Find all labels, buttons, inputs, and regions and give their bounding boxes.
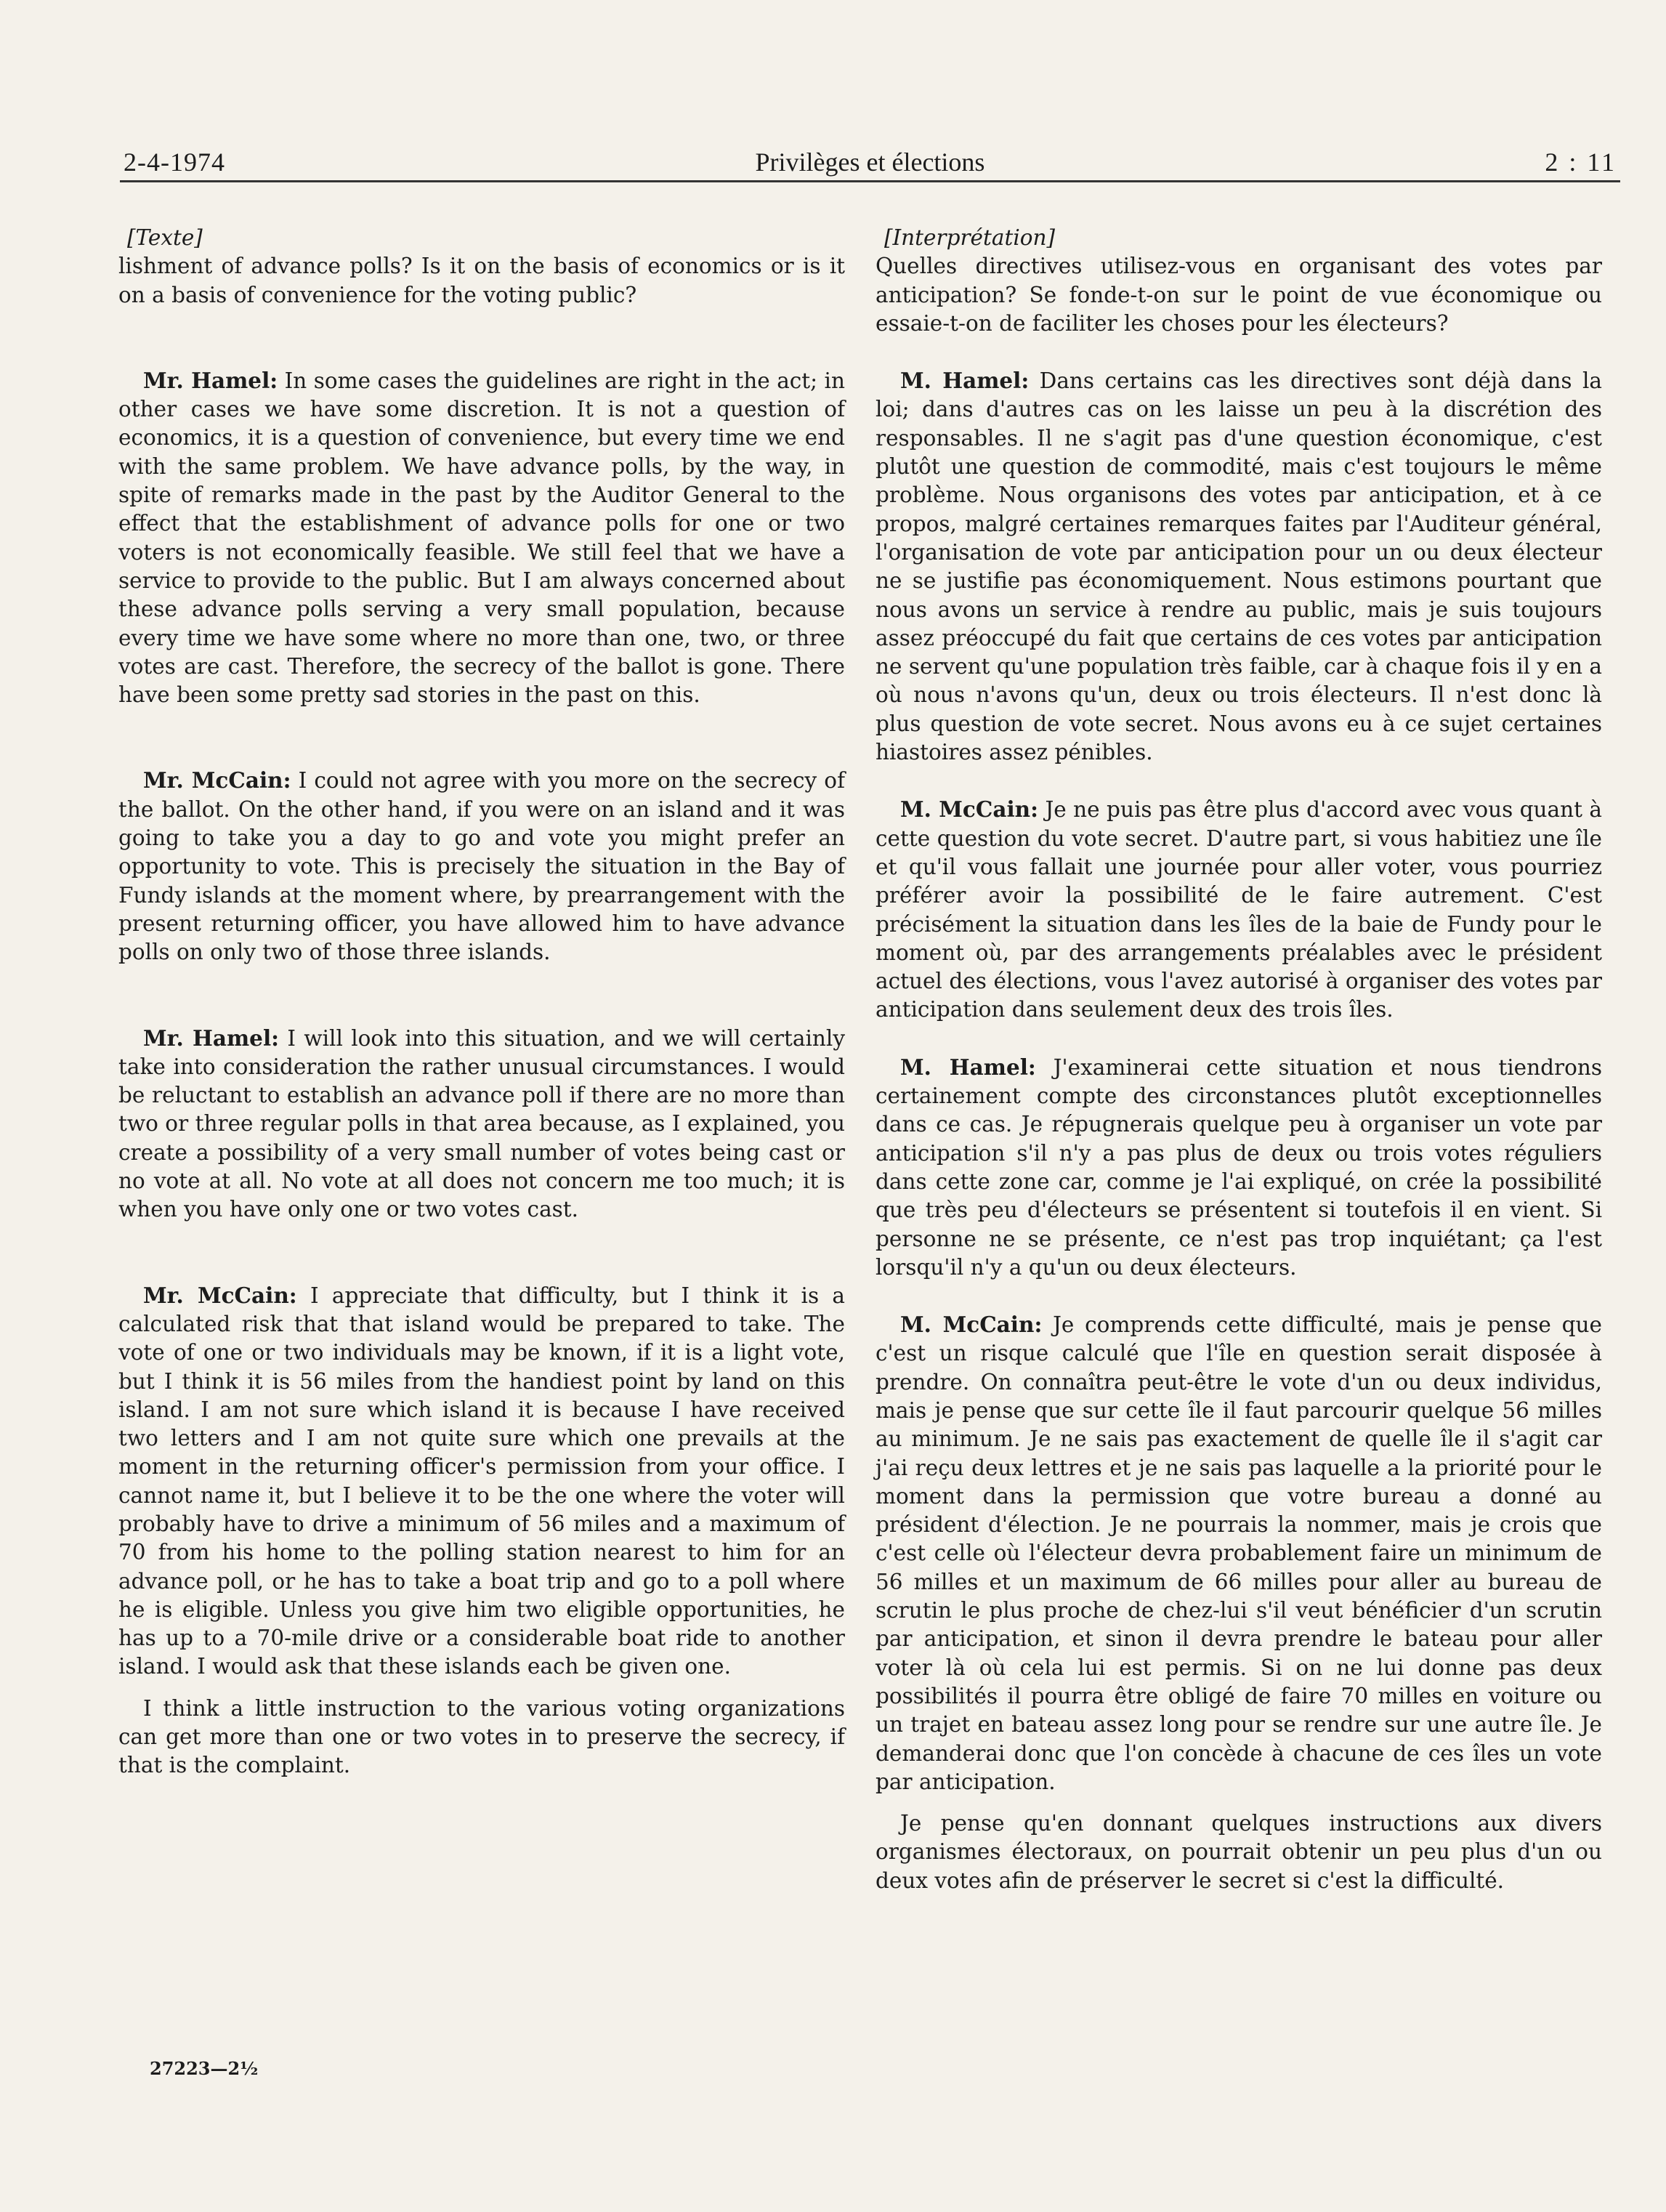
speaker-name: M. Hamel:	[900, 368, 1030, 394]
speaker-name: M. McCain:	[900, 1312, 1043, 1338]
speaker-name: Mr. Hamel:	[143, 1025, 280, 1051]
speaker-name: M. Hamel:	[900, 1054, 1036, 1080]
paragraph	[876, 1809, 1602, 1895]
paragraph-text: I will look into this situation, and we will certainly take into consideration the rather unusual circumstances. I would be reluctant to establish an advance poll if there are no more than two or three regular polls in that area because, as I explained, you create a possibility of a very small number of votes being cast or no vote at all. No vote at all does not concern me too much; it is when you have only one or two votes cast.	[118, 1025, 845, 1222]
header-date: 2-4-1974	[124, 148, 225, 177]
speaker-name: M. McCain:	[900, 796, 1039, 823]
paragraph	[118, 252, 845, 310]
paragraph	[118, 1695, 845, 1780]
paragraph-text: I appreciate that difficulty, but I think it is a calculated risk that that island would be prepared to take. The vote of one or two individuals may be known, if it is a light vote, but I think it is 56 miles from the handiest point by land on this island. I am not sure which island it is because I have received two letters and I am not quite sure which one prevails at the moment in the returning officer's permission from your office. I cannot name it, but I believe it to be the one where the voter will probably have to drive a minimum of 56 miles and a maximum of 70 from his home to the polling station nearest to him for an advance poll, or he has to take a boat trip and go to a poll where he is eligible. Unless you give him two eligible opportunities, he has up to a 70-mile drive or a considerable boat ride to another island. I would ask that these islands each be given one.	[118, 1283, 845, 1679]
speaker-name: Mr. McCain:	[143, 1282, 297, 1308]
paragraph-text: J'examinerai cette situation et nous tiendrons certainement compte des circonstances plutôt exceptionnelles dans ce cas. Je répugnerais quelque peu à organiser un vote par anticipation s'il n'y a pas plus de deux ou trois votes réguliers dans cette zone car, comme je l'ai expliqué, on crée la possibilité que très peu d'électeurs se présentent si toutefois il en vient. Si personne ne se présente, ce n'est pas trop inquiétant; ça l'est lorsqu'il n'y a qu'un ou deux électeurs.	[876, 1054, 1602, 1280]
paragraph-text: Je ne puis pas être plus d'accord avec vous quant à cette question du vote secret. D'autre part, si vous habitiez une île et qu'il vous fallait une journée pour aller voter, vous pourriez préférer avoir la possibilité de le faire autrement. C'est précisément la situation dans les îles de la baie de Fundy pour le moment où, par des arrangements préalables avec le président actuel des élections, vous l'avez autorisé à organiser des votes par anticipation dans seulement deux des trois îles.	[876, 797, 1603, 1022]
paragraph-text: Je pense qu'en donnant quelques instructions aux divers organismes électoraux, on pourrait obtenir un peu plus d'un ou deux votes afin de préserver le secret si c'est la difficulté.	[876, 1811, 1602, 1893]
header-page-number: 2 : 11	[1545, 148, 1617, 177]
french-column	[876, 224, 1602, 1895]
paragraph	[118, 1024, 845, 1224]
section-label-interpretation: [Interprétation]	[884, 225, 1056, 250]
english-column	[118, 224, 845, 1780]
paragraph	[876, 366, 1602, 767]
paragraph-text: In some cases the guidelines are right in the act; in other cases we have some discretion. It is not a question of economics, it is a question of convenience, but every time we end with the same problem. We have advance polls, by the way, in spite of remarks made in the past by the Auditor General to the effect that the establishment of advance polls for one or two voters is not economically feasible. We still feel that we have a service to provide to the public. But I am always concerned about these advance polls serving a very small population, because every time we have some where no more than one, two, or three votes are cast. Therefore, the secrecy of the ballot is gone. There have been some pretty sad stories in the past on this.	[118, 368, 845, 708]
paragraph-text: Dans certains cas les directives sont déjà dans la loi; dans d'autres cas on les laisse un peu à la discrétion des responsables. Il ne s'agit pas d'une question économique, c'est plutôt une question de commodité, mais c'est toujours le même problème. Nous organisons des votes par anticipation, et à ce propos, malgré certaines remarques faites par l'Auditeur général, l'organisation de vote par anticipation pour un ou deux électeur ne se justifie pas économiquement. Nous estimons pourtant que nous avons un service à rendre au public, mais je suis toujours assez préoccupé du fait que certains de ces votes par anticipation ne servent qu'une population très faible, car à chaque fois il y en a où nous n'avons qu'un, deux ou trois électeurs. Il n'est donc là plus question de vote secret. Nous avons eu à ce sujet certaines hiastoires assez pénibles.	[876, 368, 1602, 765]
page-header	[120, 142, 1620, 182]
paragraph	[118, 1281, 845, 1682]
paragraph-text: Je comprends cette difficulté, mais je pense que c'est un risque calculé que l'île en question serait disposée à prendre. On connaîtra peut-être le vote d'un ou deux individus, mais je pense que sur cette île il faut parcourir quelque 56 milles au minimum. Je ne sais pas exactement de quelle île il s'agit car j'ai reçu deux lettres et je ne sais pas laquelle a la priorité pour le moment dans la permission que votre bureau a donné au président d'élection. Je ne pourrais la nommer, mais je crois que c'est celle où l'électeur devra probablement faire un minimum de 56 milles et un maximum de 66 milles pour aller au bureau de scrutin le plus proche de chez-lui s'il veut bénéficier d'un scrutin par anticipation, et sinon il devra prendre le bateau pour aller voter là où cela lui est permis. Si on ne lui donne pas deux possibilités il pourra être obligé de faire 70 milles en voiture ou un trajet en bateau assez long pour se rendre sur une autre île. Je demanderai donc que l'on concède à chacune de ces îles un vote par anticipation.	[876, 1312, 1603, 1794]
paragraph-text: I think a little instruction to the various voting organizations can get more than one or two votes in to preserve the secrecy, if that is the complaint.	[118, 1695, 845, 1778]
footer-print-code: 27223—2½	[150, 2058, 259, 2079]
paragraph	[118, 366, 845, 710]
paragraph	[118, 766, 845, 966]
paragraph	[876, 1310, 1602, 1796]
paragraph	[876, 795, 1602, 1024]
paragraph-text: I could not agree with you more on the secrecy of the ballot. On the other hand, if you were on an island and it was going to take you a day to go and vote you might prefer an opportunity to vote. This is precisely the situation in the Bay of Fundy islands at the moment where, by prearrangement with the present returning officer, you have allowed him to have advance polls on only two of those three islands.	[118, 768, 845, 965]
header-title: Privilèges et élections	[755, 148, 985, 177]
speaker-name: Mr. Hamel:	[143, 367, 278, 393]
section-label-texte: [Texte]	[127, 225, 203, 250]
paragraph	[876, 1053, 1602, 1282]
paragraph-text: lishment of advance polls? Is it on the basis of economics or is it on a basis of convenience for the voting public?	[118, 254, 845, 307]
paragraph-text: Quelles directives utilisez-vous en organisant des votes par anticipation? Se fonde-t-on sur le point de vue économique ou essaie-t-on de faciliter les choses pour les électeurs?	[876, 254, 1602, 336]
paragraph	[876, 252, 1602, 338]
speaker-name: Mr. McCain:	[143, 767, 291, 794]
